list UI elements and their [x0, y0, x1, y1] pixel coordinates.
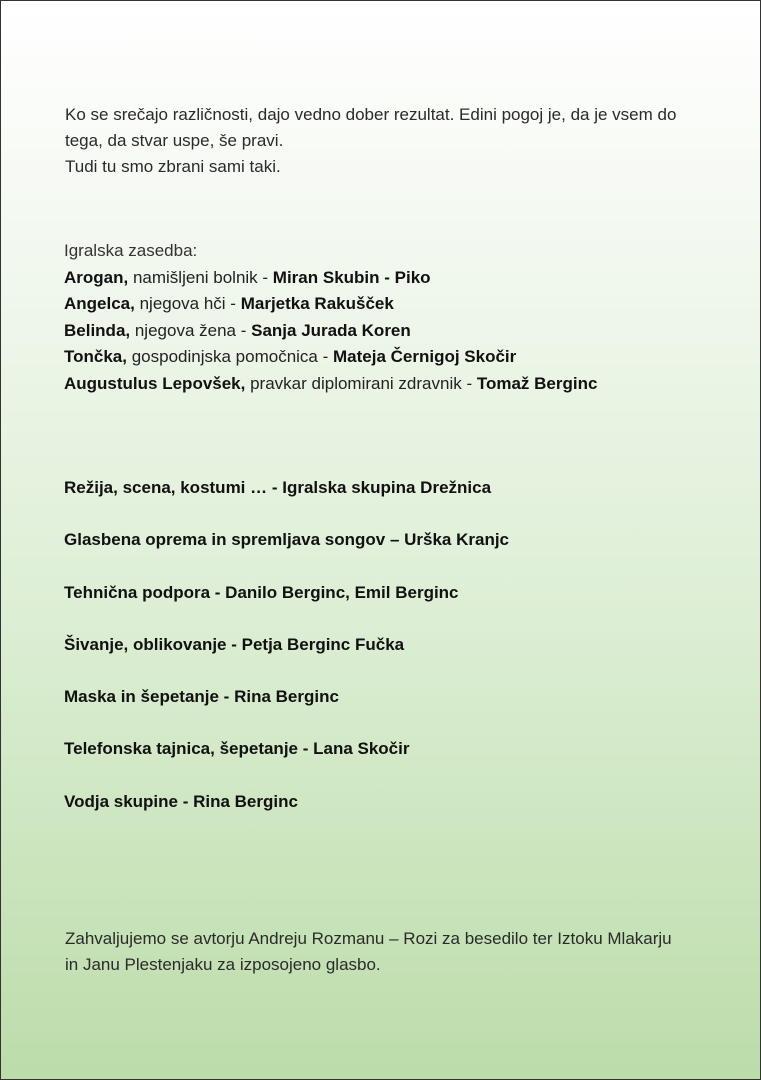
acknowledgement-line: in Janu Plestenjaku za izposojeno glasbo.: [65, 955, 381, 974]
intro-line: Tudi tu smo zbrani sami taki.: [65, 157, 281, 176]
cast-list: [64, 238, 597, 397]
crew-credit: Režija, scena, kostumi … - Igralska skupina Drežnica: [64, 478, 492, 497]
cast-row: [64, 291, 394, 318]
cast-role: Belinda,: [64, 320, 131, 340]
cast-row: [64, 318, 411, 345]
cast-actor: Mateja Černigoj Skočir: [333, 347, 517, 366]
cast-actor: Miran Skubin - Piko: [272, 267, 431, 287]
crew-credit: Maska in šepetanje - Rina Berginc: [64, 687, 339, 707]
cast-separator: -: [257, 267, 273, 287]
intro-line: Ko se srečajo različnosti, dajo vedno dober rezultat. Edini pogoj je, da je vsem do: [65, 105, 677, 124]
cast-role: Augustulus Lepovšek,: [64, 373, 246, 393]
cast-role: Arogan,: [64, 267, 129, 287]
crew-credit: Tehnična podpora - Danilo Berginc, Emil Berginc: [64, 582, 459, 602]
crew-credit: Šivanje, oblikovanje - Petja Berginc Fučka: [64, 634, 405, 654]
cast-row: [64, 371, 597, 398]
acknowledgement-paragraph: [65, 926, 720, 978]
cast-role-description: njegova hči -: [134, 294, 236, 313]
cast-role-description: namišljeni bolnik: [128, 267, 258, 287]
cast-row: [64, 265, 431, 292]
cast-actor: Sanja Jurada Koren: [251, 320, 411, 340]
crew-list: [64, 475, 509, 841]
cast-role-description: gospodinjska pomočnica -: [126, 347, 329, 366]
crew-credit: Glasbena oprema in spremljava songov – Urška Kranjc: [64, 530, 510, 550]
cast-role: Angelca,: [64, 294, 135, 313]
intro-line: tega, da stvar uspe, še pravi.: [65, 131, 284, 150]
acknowledgement-line: Zahvaljujemo se avtorju Andreju Rozmanu – Rozi za besedilo ter Iztoku Mlakarju: [65, 929, 672, 948]
cast-heading: Igralska zasedba:: [64, 241, 198, 260]
cast-role-description: njegova žena -: [130, 320, 247, 340]
cast-role-description: pravkar diplomirani zdravnik: [245, 373, 462, 393]
cast-actor: Tomaž Berginc: [476, 373, 598, 393]
crew-credit: Telefonska tajnica, šepetanje - Lana Skočir: [64, 739, 410, 759]
intro-paragraph: [65, 102, 720, 180]
crew-credit: Vodja skupine - Rina Berginc: [64, 791, 298, 811]
cast-row: [64, 344, 516, 371]
cast-role: Tončka,: [64, 347, 127, 366]
cast-separator: -: [461, 373, 477, 393]
cast-actor: Marjetka Rakušček: [240, 294, 394, 313]
